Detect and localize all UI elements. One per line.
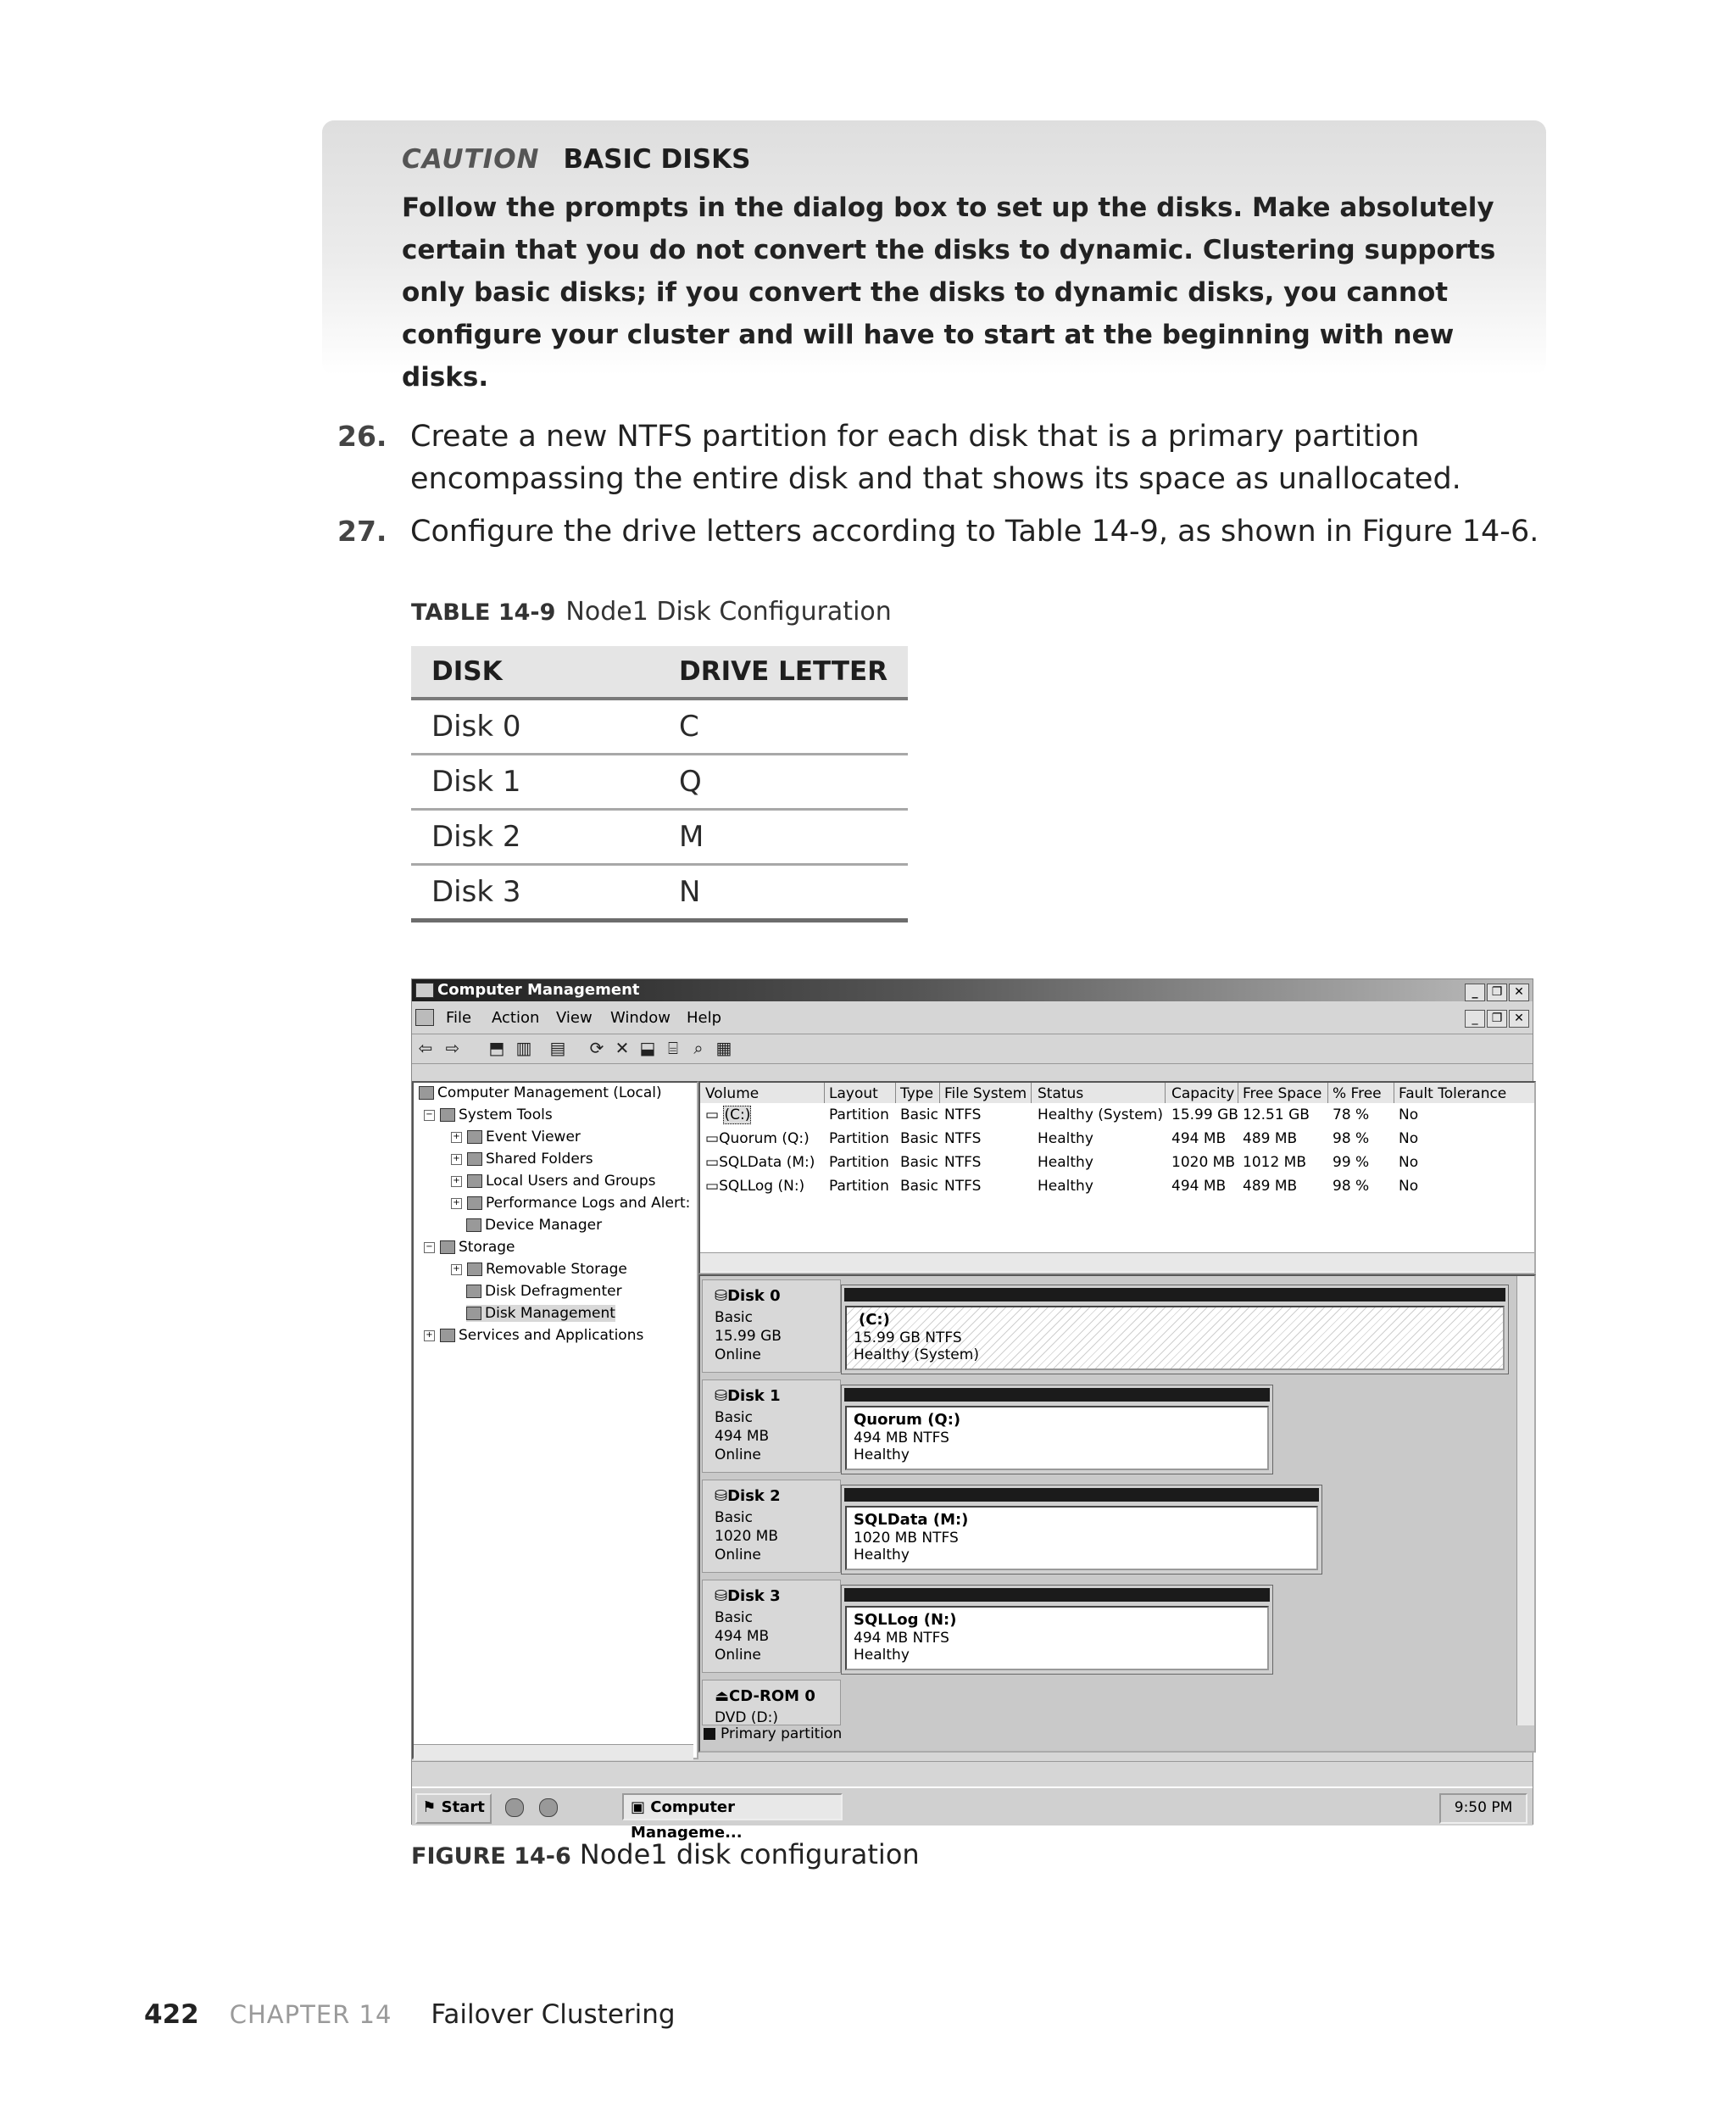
disk-graphical-view	[698, 1274, 1536, 1753]
partition[interactable]	[841, 1385, 1273, 1474]
volume-cell: 12.51 GB	[1243, 1106, 1310, 1123]
tree-item[interactable]	[419, 1084, 662, 1101]
disk-state: Online	[715, 1647, 761, 1664]
show-hide-tree-icon[interactable]: ▥	[515, 1038, 532, 1058]
disk-label[interactable]	[702, 1379, 841, 1473]
windows-logo-icon: ⚑	[422, 1798, 437, 1816]
volume-name: ▭ (C:)	[705, 1106, 751, 1123]
partition-size: 494 MB NTFS	[854, 1630, 949, 1647]
tree-item-label: Removable Storage	[486, 1261, 627, 1278]
disk-icon: ⛁	[715, 1287, 728, 1305]
table-cell: M	[659, 810, 908, 865]
taskbar	[412, 1786, 1533, 1842]
table-title: Node1 Disk Configuration	[565, 597, 892, 627]
partition-name: (C:)	[859, 1311, 890, 1329]
table-cell: Q	[659, 755, 908, 810]
column-header[interactable]: % Free	[1333, 1085, 1382, 1102]
table-row	[411, 755, 908, 810]
volume-cell: NTFS	[944, 1130, 982, 1147]
tree-item[interactable]	[424, 1106, 553, 1123]
volume-cell: 1012 MB	[1243, 1154, 1306, 1171]
volume-cell: Partition	[829, 1130, 889, 1147]
table-cell: Disk 0	[411, 699, 659, 755]
tree-item-label: Computer Management (Local)	[437, 1084, 662, 1101]
volume-cell: Healthy	[1038, 1178, 1093, 1195]
figure-title: Node1 disk configuration	[579, 1838, 920, 1870]
volume-cell: Healthy	[1038, 1154, 1093, 1171]
tree-item-label: Event Viewer	[486, 1129, 581, 1145]
volume-cell: No	[1399, 1106, 1419, 1123]
delete-icon[interactable]: ✕	[615, 1038, 630, 1058]
up-folder-icon[interactable]: ⬒	[488, 1038, 505, 1058]
disk-icon: ⛁	[715, 1487, 728, 1505]
volume-cell: Healthy	[1038, 1130, 1093, 1147]
column-header[interactable]: Capacity	[1171, 1085, 1235, 1102]
performance-icon	[467, 1196, 482, 1210]
collapse-icon[interactable]: −	[424, 1110, 435, 1121]
back-icon[interactable]: ⇦	[418, 1038, 433, 1058]
volume-cell: NTFS	[944, 1154, 982, 1171]
cdrom-icon: ⏏	[715, 1687, 730, 1705]
volume-cell: Basic	[900, 1130, 939, 1147]
browser-icon[interactable]	[539, 1798, 558, 1817]
table-header-drive-letter: DRIVE LETTER	[659, 646, 908, 699]
tree-item[interactable]	[451, 1173, 655, 1190]
table-row	[411, 810, 908, 865]
disk-name: ⛁Disk 1	[715, 1387, 781, 1405]
disk-name: ⛁Disk 2	[715, 1487, 781, 1505]
column-header[interactable]: Status	[1038, 1085, 1084, 1102]
partition[interactable]	[841, 1285, 1509, 1374]
disk-icon: ⛁	[715, 1587, 728, 1605]
column-header[interactable]: File System	[944, 1085, 1027, 1102]
step-text: Create a new NTFS partition for each disk that is a primary partition encompassing the entire disk and that shows its space as unallocated.	[410, 420, 1461, 496]
volume-cell: Partition	[829, 1106, 889, 1123]
search-icon[interactable]: ⌕	[693, 1038, 704, 1058]
volume-cell: Basic	[900, 1178, 939, 1195]
tree-item-label: Local Users and Groups	[486, 1173, 656, 1190]
disk-type: Basic	[715, 1309, 754, 1326]
volume-cell: 78 %	[1333, 1106, 1370, 1123]
tree-item[interactable]	[451, 1261, 627, 1278]
disk-row	[700, 1278, 1510, 1373]
caution-title: BASIC DISKS	[563, 144, 751, 175]
open-icon[interactable]: ⌸	[668, 1038, 678, 1058]
menu-file[interactable]: File	[446, 1009, 472, 1027]
tree-item[interactable]	[466, 1217, 602, 1234]
restore-icon[interactable]: ❐	[1487, 1010, 1507, 1028]
mdi-controls	[1463, 1008, 1529, 1028]
tree-item[interactable]	[451, 1151, 593, 1168]
close-icon[interactable]: ✕	[1509, 984, 1529, 1001]
disk-state: Online	[715, 1547, 761, 1563]
tree-item[interactable]	[466, 1283, 622, 1300]
disk-state: Online	[715, 1446, 761, 1463]
menu-bar	[412, 1005, 1533, 1030]
properties-icon[interactable]: ▤	[549, 1038, 566, 1058]
volume-cell: 1020 MB	[1171, 1154, 1235, 1171]
disk-type: Basic	[715, 1609, 754, 1626]
volume-cell: 15.99 GB	[1171, 1106, 1238, 1123]
table-row	[411, 865, 908, 921]
defragmenter-icon	[466, 1285, 481, 1298]
tree-item-label: Performance Logs and Alert:	[486, 1195, 691, 1212]
expand-icon[interactable]: +	[451, 1132, 462, 1143]
caution-tag: CAUTION	[402, 144, 540, 175]
partition-status: Healthy (System)	[854, 1346, 979, 1363]
volume-list	[698, 1081, 1536, 1274]
window-titlebar	[412, 979, 1533, 1001]
figure-label: FIGURE 14-6	[411, 1843, 571, 1870]
refresh-icon[interactable]: ⟳	[589, 1038, 604, 1058]
cdrom-row	[700, 1678, 1510, 1726]
collapse-icon[interactable]: −	[424, 1242, 435, 1253]
volume-name: ▭Quorum (Q:)	[705, 1130, 810, 1147]
cdrom-label[interactable]	[702, 1680, 841, 1725]
shared-folders-icon	[467, 1152, 482, 1166]
tree-scrollbar[interactable]	[414, 1744, 693, 1760]
table-caption	[411, 597, 892, 627]
minimize-icon[interactable]: _	[1465, 1010, 1485, 1028]
taskbar-item-computer-management[interactable]: ▣ Computer Manageme...	[622, 1793, 843, 1820]
partition-size: 1020 MB NTFS	[854, 1530, 959, 1547]
legend-swatch	[704, 1728, 715, 1740]
table-row	[411, 699, 908, 755]
tools-icon	[440, 1108, 455, 1122]
page-footer	[144, 1999, 676, 2030]
volume-cell: 494 MB	[1171, 1178, 1227, 1195]
tree-item-label: Device Manager	[485, 1217, 603, 1234]
disk-row	[700, 1378, 1510, 1473]
services-icon	[440, 1329, 455, 1342]
volume-cell: Partition	[829, 1154, 889, 1171]
volume-cell: Healthy (System)	[1038, 1106, 1163, 1123]
volume-cell: No	[1399, 1154, 1419, 1171]
volume-cell: 98 %	[1333, 1130, 1370, 1147]
computer-icon	[415, 1009, 434, 1026]
disk-table	[411, 646, 908, 922]
tree-item-selected[interactable]	[466, 1305, 615, 1322]
volume-cell: NTFS	[944, 1178, 982, 1195]
disk-size: 494 MB	[715, 1428, 770, 1445]
console-tree	[412, 1081, 698, 1759]
disk-row	[700, 1578, 1510, 1673]
computer-icon: ▣	[631, 1798, 646, 1816]
volume-cell: 489 MB	[1243, 1130, 1298, 1147]
partition-size: 494 MB NTFS	[854, 1430, 949, 1446]
tree-item[interactable]	[451, 1129, 581, 1145]
volume-list-scrollbar[interactable]	[700, 1252, 1534, 1272]
forward-icon[interactable]: ⇨	[445, 1038, 460, 1058]
expand-icon[interactable]: +	[451, 1198, 462, 1209]
expand-icon[interactable]: +	[451, 1176, 462, 1187]
legend	[704, 1725, 842, 1742]
tree-item[interactable]	[451, 1195, 690, 1212]
menu-window[interactable]: Window	[610, 1009, 670, 1027]
column-header[interactable]: Fault Tolerance	[1399, 1085, 1507, 1102]
cdrom-drive: DVD (D:)	[715, 1709, 778, 1726]
expand-icon[interactable]: +	[424, 1330, 435, 1341]
volume-cell: 98 %	[1333, 1178, 1370, 1195]
volume-cell: 494 MB	[1171, 1130, 1227, 1147]
tree-item-label: Disk Management	[485, 1305, 615, 1322]
table-header-disk: DISK	[411, 646, 659, 699]
table-cell: Disk 1	[411, 755, 659, 810]
desktop-icon[interactable]	[505, 1798, 524, 1817]
disk-size: 1020 MB	[715, 1528, 778, 1545]
partition-size: 15.99 GB NTFS	[854, 1329, 962, 1346]
drive-icon: ▭	[705, 1178, 720, 1195]
column-header[interactable]: Free Space	[1243, 1085, 1322, 1102]
partition-status: Healthy	[854, 1647, 910, 1664]
tree-item-label: Shared Folders	[486, 1151, 593, 1168]
table-label: TABLE 14-9	[411, 599, 556, 626]
tree-item-label: Services and Applications	[459, 1327, 644, 1344]
restore-icon[interactable]: ❐	[1487, 984, 1507, 1001]
volume-name: ▭SQLLog (N:)	[705, 1178, 805, 1195]
disk-name: ⛁Disk 3	[715, 1587, 781, 1605]
volume-cell: No	[1399, 1130, 1419, 1147]
device-manager-icon	[466, 1218, 481, 1232]
close-icon[interactable]: ✕	[1509, 1010, 1529, 1028]
volume-cell: 99 %	[1333, 1154, 1370, 1171]
partition-status: Healthy	[854, 1446, 910, 1463]
tree-item-label: System Tools	[459, 1106, 553, 1123]
partition-status: Healthy	[854, 1547, 910, 1563]
expand-icon[interactable]: +	[451, 1264, 462, 1275]
disk-icon: ⛁	[715, 1387, 728, 1405]
disk-label[interactable]	[702, 1480, 841, 1573]
volume-cell: No	[1399, 1178, 1419, 1195]
step-text: Configure the drive letters according to Table 14-9, as shown in Figure 14-6.	[410, 515, 1539, 549]
disk-label[interactable]	[702, 1580, 841, 1673]
storage-icon	[440, 1240, 455, 1254]
caution-box	[322, 120, 1546, 393]
column-header[interactable]: Type	[900, 1085, 934, 1102]
window-title: Computer Management	[437, 981, 640, 999]
disk-label[interactable]	[702, 1279, 841, 1373]
chapter-title: Failover Clustering	[431, 1999, 676, 2030]
disk-management-icon	[466, 1307, 481, 1320]
disk-type: Basic	[715, 1409, 754, 1426]
table-cell: N	[659, 865, 908, 921]
column-header[interactable]: Layout	[829, 1085, 878, 1102]
drive-icon: ▭	[705, 1154, 720, 1171]
tree-item[interactable]	[424, 1327, 643, 1344]
partition-name: Quorum (Q:)	[854, 1411, 961, 1429]
users-icon	[467, 1174, 482, 1188]
chapter-label: CHAPTER 14	[229, 2000, 392, 2029]
disk-view-scrollbar[interactable]	[1516, 1276, 1534, 1725]
computer-management-screenshot	[411, 978, 1533, 1842]
tree-item[interactable]	[424, 1239, 515, 1256]
volume-list-header	[700, 1083, 1534, 1103]
rescan-icon[interactable]: ⬓	[639, 1038, 656, 1058]
volume-name: ▭SQLData (M:)	[705, 1154, 815, 1171]
tree-item-label: Storage	[459, 1239, 515, 1256]
volume-cell: NTFS	[944, 1106, 982, 1123]
tree-item-label: Disk Defragmenter	[485, 1283, 622, 1300]
disk-size: 494 MB	[715, 1628, 770, 1645]
partition[interactable]	[841, 1585, 1273, 1675]
table-header-row	[411, 646, 908, 699]
drive-icon: ▭	[705, 1130, 720, 1147]
start-button[interactable]: ⚑ Start	[415, 1793, 492, 1824]
disk-state: Online	[715, 1346, 761, 1363]
disk-name: ⛁Disk 0	[715, 1287, 781, 1305]
table-cell: Disk 3	[411, 865, 659, 921]
menu-help[interactable]: Help	[687, 1009, 722, 1027]
removable-storage-icon	[467, 1262, 482, 1276]
partition-name: SQLLog (N:)	[854, 1611, 957, 1629]
drive-icon: ▭	[705, 1106, 720, 1123]
menu-action[interactable]: Action	[492, 1009, 540, 1027]
column-header[interactable]: Volume	[705, 1085, 760, 1102]
disk-size: 15.99 GB	[715, 1328, 782, 1345]
toolbar	[412, 1034, 1533, 1064]
step-number: 27.	[337, 515, 387, 548]
window-controls	[1463, 982, 1529, 1001]
volume-cell: Basic	[900, 1106, 939, 1123]
partition-name: SQLData (M:)	[854, 1511, 969, 1529]
page-number: 422	[144, 1999, 199, 2030]
disk-row	[700, 1478, 1510, 1573]
event-viewer-icon	[467, 1130, 482, 1144]
clock: 9:50 PM	[1439, 1793, 1527, 1824]
volume-cell: Basic	[900, 1154, 939, 1171]
step-number: 26.	[337, 420, 387, 453]
expand-icon[interactable]: +	[451, 1154, 462, 1165]
table-cell: C	[659, 699, 908, 755]
volume-cell: 489 MB	[1243, 1178, 1298, 1195]
partition[interactable]	[841, 1485, 1322, 1575]
table-cell: Disk 2	[411, 810, 659, 865]
disk-type: Basic	[715, 1509, 754, 1526]
caution-body: Follow the prompts in the dialog box to set up the disks. Make absolutely certain that you do not convert the disks to dynamic. Clustering supports only basic disks; if you convert the disks to dynamic disks, you cannot configure your cluster and will have to start at the beginning with new disks.	[402, 192, 1496, 393]
computer-icon	[415, 983, 434, 998]
menu-view[interactable]: View	[556, 1009, 593, 1027]
help-icon[interactable]: ▦	[715, 1038, 732, 1058]
minimize-icon[interactable]: _	[1465, 984, 1485, 1001]
figure-caption	[411, 1838, 920, 1870]
cdrom-name: ⏏CD-ROM 0	[715, 1687, 815, 1705]
caution-heading	[402, 144, 750, 175]
legend-label: Primary partition	[721, 1725, 843, 1742]
volume-cell: Partition	[829, 1178, 889, 1195]
status-bar	[412, 1761, 1533, 1786]
computer-icon	[419, 1086, 434, 1100]
